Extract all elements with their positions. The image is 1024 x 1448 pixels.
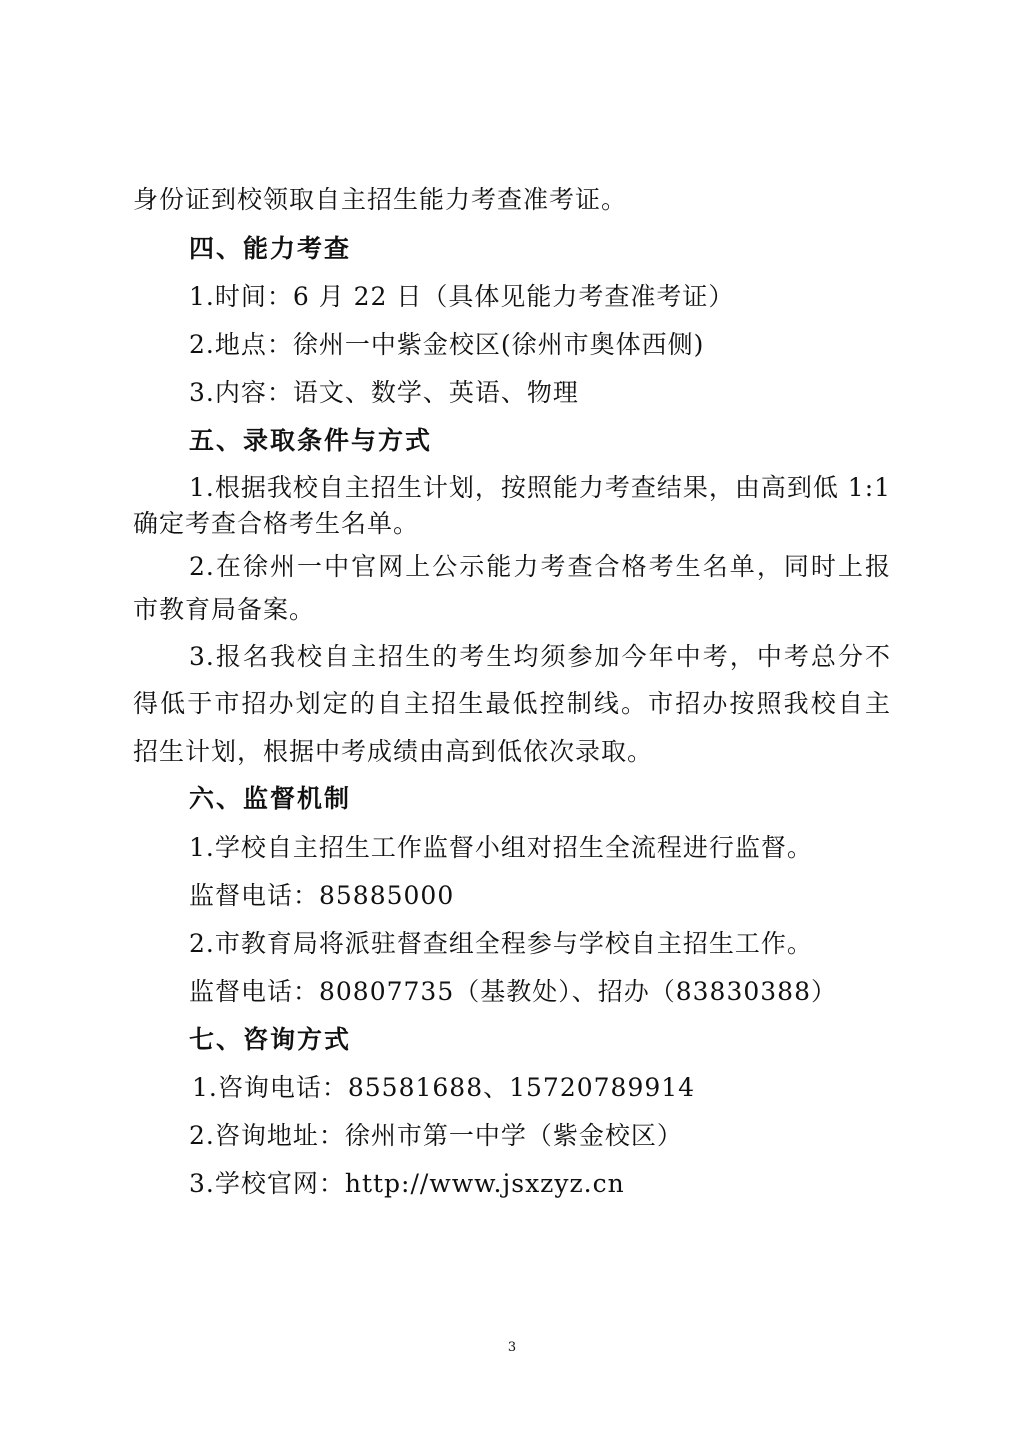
- body-line: 确定考查合格考生名单。: [133, 509, 420, 538]
- body-line: 2.咨询地址：徐州市第一中学（紫金校区）: [189, 1121, 683, 1150]
- page-number: 3: [507, 1340, 517, 1355]
- body-line: 身份证到校领取自主招生能力考查准考证。: [133, 185, 628, 214]
- body-line: 3.学校官网：http://www.jsxzyz.cn: [189, 1169, 625, 1198]
- body-line: 2.市教育局将派驻督查组全程参与学校自主招生工作。: [189, 929, 813, 958]
- body-line: 招生计划，根据中考成绩由高到低依次录取。: [133, 737, 654, 766]
- body-line: 1.时间：6 月 22 日（具体见能力考查准考证）: [189, 282, 735, 311]
- body-line: 市教育局备案。: [133, 595, 316, 624]
- section-heading: 六、监督机制: [189, 784, 352, 813]
- section-heading: 七、咨询方式: [189, 1025, 352, 1054]
- section-heading: 四、能力考查: [189, 234, 352, 263]
- body-line: 2.在徐州一中官网上公示能力考查合格考生名单，同时上报: [189, 552, 891, 581]
- body-line: 1.根据我校自主招生计划，按照能力考查结果，由高到低 1:1: [189, 473, 892, 502]
- body-line: 监督电话：85885000: [189, 881, 455, 910]
- body-line: 监督电话：80807735（基教处）、招办（83830388）: [189, 977, 837, 1006]
- body-line: 1.学校自主招生工作监督小组对招生全流程进行监督。: [189, 833, 813, 862]
- body-line: 3.内容：语文、数学、英语、物理: [189, 378, 579, 407]
- body-line: 1.咨询电话：85581688、15720789914: [192, 1073, 696, 1102]
- body-line: 3.报名我校自主招生的考生均须参加今年中考，中考总分不: [189, 642, 891, 671]
- body-line: 得低于市招办划定的自主招生最低控制线。市招办按照我校自主: [133, 689, 891, 718]
- section-heading: 五、录取条件与方式: [189, 426, 433, 455]
- body-line: 2.地点：徐州一中紫金校区(徐州市奥体西侧): [189, 330, 705, 359]
